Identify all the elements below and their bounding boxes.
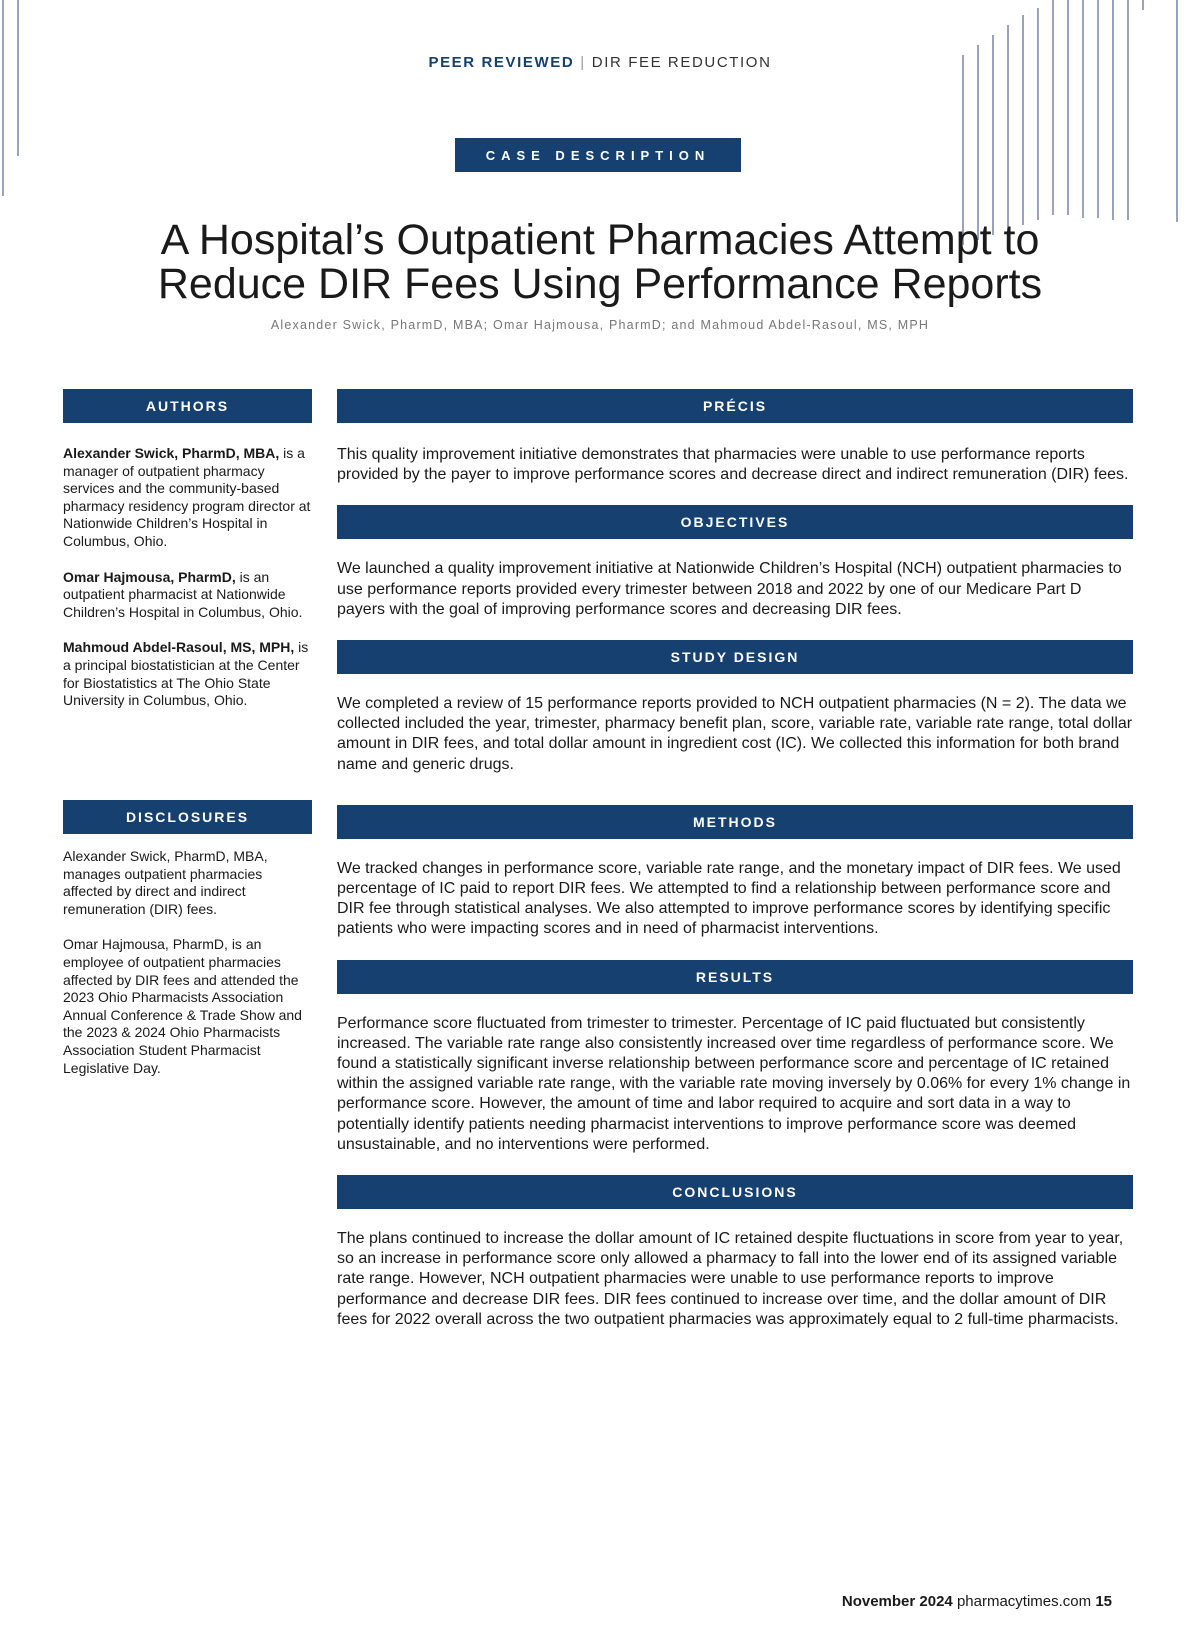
precis-text: This quality improvement initiative demonstrates that pharmacies were unable to use performance reports provided by the payer to improve performance scores and decrease direct and indirect remuneration (DIR) fees. bbox=[337, 446, 1129, 484]
objectives-heading: OBJECTIVES bbox=[337, 505, 1133, 539]
case-description-badge: CASE DESCRIPTION bbox=[455, 138, 741, 172]
section-precis bbox=[337, 389, 1133, 485]
section-conclusions bbox=[337, 1175, 1133, 1330]
disclosure-text: Alexander Swick, PharmD, MBA, manages outpatient pharmacies affected by direct and indirect remuneration (DIR) fees. bbox=[63, 848, 268, 917]
conclusions-text: The plans continued to increase the dollar amount of IC retained despite fluctuations in score from year to year, so an increase in performance score only allowed a pharmacy to fall into the lower end of its assigned variable rate range. However, NCH outpatient pharmacies were unable to use performance reports to improve performance and decrease DIR fees. DIR fees continued to increase over time, and the dollar amount of DIR fees for 2022 overall across the two outpatient pharmacies was approximately equal to 2 full-time pharmacists. bbox=[337, 1230, 1124, 1328]
section-objectives bbox=[337, 505, 1133, 620]
author-description: is a manager of outpatient pharmacy services and the community-based pharmacy residency program director at Nationwide Children’s Hospital in Columbus, Ohio. bbox=[63, 445, 311, 549]
abstract-column bbox=[337, 389, 1133, 1330]
author-bio bbox=[63, 569, 312, 622]
running-head-topic: DIR FEE REDUCTION bbox=[591, 54, 772, 71]
sidebar-authors bbox=[63, 389, 312, 728]
author-bio bbox=[63, 445, 312, 551]
decor-line bbox=[1127, 0, 1129, 220]
results-heading: RESULTS bbox=[337, 960, 1133, 994]
decor-line bbox=[1067, 0, 1069, 215]
decor-line bbox=[1097, 0, 1099, 218]
authors-heading: AUTHORS bbox=[63, 389, 312, 423]
author-description: is a principal biostatistician at the Center for Biostatistics at The Ohio State University in Columbus, Ohio. bbox=[63, 639, 309, 709]
issue-date: November 2024 bbox=[841, 1593, 953, 1610]
decor-line bbox=[2, 0, 4, 196]
byline: Alexander Swick, PharmD, MBA; Omar Hajmousa, PharmD; and Mahmoud Abdel-Rasoul, MS, MPH bbox=[270, 318, 930, 332]
disclosure-text: Omar Hajmousa, PharmD, is an employee of outpatient pharmacies affected by DIR fees and attended the 2023 Ohio Pharmacists Association Annual Conference & Trade Show and the 2023 & 2024 Ohio Pharmacists Association Student Pharmacist Legislative Day. bbox=[63, 936, 302, 1076]
section-methods bbox=[337, 805, 1133, 940]
article-title-line-2: Reduce DIR Fees Using Performance Reports bbox=[157, 260, 1043, 308]
methods-heading: METHODS bbox=[337, 805, 1133, 839]
decor-line bbox=[1142, 0, 1144, 10]
page-number: 15 bbox=[1095, 1593, 1112, 1610]
running-head-section: PEER REVIEWED bbox=[428, 54, 575, 71]
section-study-design bbox=[337, 640, 1133, 775]
author-bio bbox=[63, 639, 312, 709]
methods-text: We tracked changes in performance score, variable rate range, and the monetary impact of DIR fees. We used percentage of IC paid to report DIR fees. We attempted to find a relationship between performance score and DIR fee through statistical analyses. We also attempted to improve performance scores by identifying specific patients who were impacting scores and in need of pharmacist interventions. bbox=[337, 859, 1121, 938]
sidebar-disclosures bbox=[63, 800, 312, 1095]
study-design-text: We completed a review of 15 performance reports provided to NCH outpatient pharmacies (N = 2). The data we collected included the year, trimester, pharmacy benefit plan, score, variable rate, variable rate range, total dollar amount in DIR fees, and total dollar amount in ingredient cost (IC). We collected this information for both brand name and generic drugs. bbox=[337, 695, 1133, 773]
author-name: Omar Hajmousa, PharmD, bbox=[63, 568, 236, 585]
site-url: pharmacytimes.com bbox=[956, 1593, 1092, 1610]
section-results bbox=[337, 960, 1133, 1155]
author-name: Alexander Swick, PharmD, MBA, bbox=[63, 445, 280, 461]
decor-line bbox=[1052, 0, 1054, 215]
running-head-separator: | bbox=[580, 54, 586, 71]
author-description: is an outpatient pharmacist at Nationwide Children’s Hospital in Columbus, Ohio. bbox=[63, 568, 303, 620]
decor-line bbox=[1037, 8, 1039, 220]
author-name: Mahmoud Abdel-Rasoul, MS, MPH, bbox=[63, 639, 295, 656]
decor-line bbox=[1082, 0, 1084, 218]
decor-line bbox=[1022, 15, 1024, 225]
conclusions-heading: CONCLUSIONS bbox=[337, 1175, 1133, 1209]
article-title bbox=[40, 218, 1160, 306]
decor-line bbox=[1176, 0, 1178, 222]
disclosures-heading: DISCLOSURES bbox=[63, 800, 312, 834]
results-text: Performance score fluctuated from trimester to trimester. Percentage of IC paid fluctuated but consistently increased. The variable rate range also consistently increased over time regardless of performance score. We found a statistically significant inverse relationship between performance score and percentage of IC retained within the assigned variable rate range, with the variable rate moving inversely by 0.06% for every 1% change in performance score. However, the amount of time and labor required to acquire and sort data in a way to potentially identify patients needing pharmacist interventions to improve performance score was deemed unsustainable, and no interventions were performed. bbox=[337, 1014, 1131, 1153]
article-title-line-1: A Hospital’s Outpatient Pharmacies Attempt to bbox=[160, 216, 1040, 264]
precis-heading: PRÉCIS bbox=[337, 389, 1133, 423]
page-footer bbox=[842, 1593, 1112, 1610]
objectives-text: We launched a quality improvement initiative at Nationwide Children’s Hospital (NCH) outpatient pharmacies to use performance reports provided every trimester between 2018 and 2022 by one of our Medicare Part D payers with the goal of improving performance scores and decreasing DIR fees. bbox=[337, 560, 1122, 618]
decor-line bbox=[17, 0, 19, 156]
running-head bbox=[0, 54, 1200, 71]
decor-line bbox=[977, 45, 979, 240]
decor-line bbox=[1112, 0, 1114, 220]
study-design-heading: STUDY DESIGN bbox=[337, 640, 1133, 674]
